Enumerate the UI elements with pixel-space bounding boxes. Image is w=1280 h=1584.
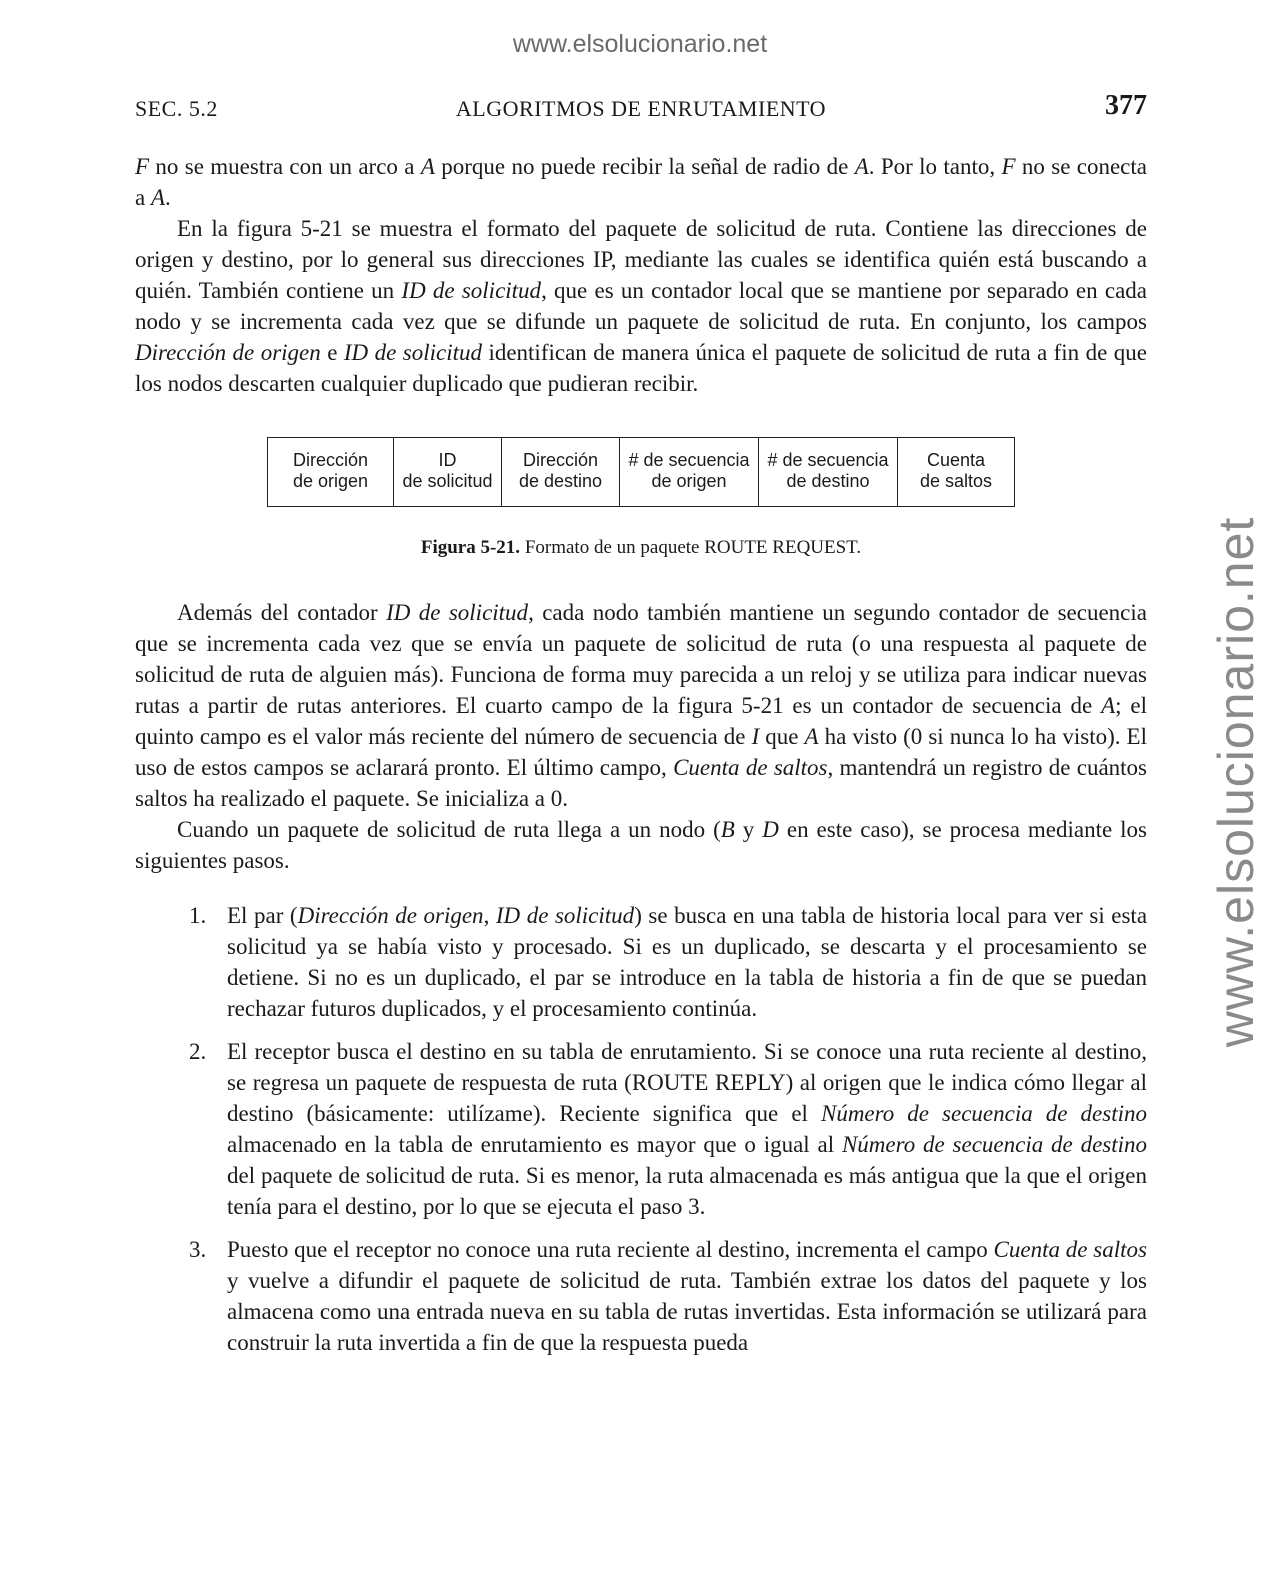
paragraph-2: En la figura 5-21 se muestra el formato del paquete de solicitud de ruta. Contiene las direcciones de origen y destino, por lo general sus direcciones IP, mediante las cuales se identifica quién está buscando a quién. También contiene un ID de solicitud, que es un contador local que se mantiene por separado en cada nodo y se incrementa cada vez que se difunde un paquete de solicitud de ruta. En conjunto, los campos Dirección de origen e ID de solicitud identifican de manera única el paquete de solicitud de ruta a fin de que los nodos descarten cualquier duplicado que pudieran recibir.: [135, 216, 1147, 396]
route-request-format-table: [267, 437, 1015, 507]
step-text: El receptor busca el destino en su tabla de enrutamiento. Si se conoce una ruta reciente al destino, se regresa un paquete de respuesta de ruta (ROUTE REPLY) al origen que le indica cómo llegar al destino (básicamente: utilízame). Reciente significa que el Número de secuencia de destino almacenado en la tabla de enrutamiento es mayor que o igual al Número de secuencia de destino del paquete de solicitud de ruta. Si es menor, la ruta almacenada es más antigua que la que el origen tenía para el destino, por lo que se ejecuta el paso 3.: [227, 1039, 1148, 1219]
field-cell: Cuenta de saltos: [898, 438, 1015, 507]
field-cell: Dirección de origen: [268, 438, 394, 507]
field-cell: # de secuencia de destino: [759, 438, 898, 507]
field-cell: Dirección de destino: [502, 438, 620, 507]
paragraph-3: Además del contador ID de solicitud, cada nodo también mantiene un segundo contador de secuencia que se incrementa cada vez que se envía un paquete de solicitud de ruta (o una respuesta al paquete de solicitud de ruta de alguien más). Funciona de forma muy parecida a un reloj y se utiliza para indicar nuevas rutas a partir de rutas anteriores. El cuarto campo de la figura 5-21 es un contador de secuencia de A; el quinto campo es el valor más reciente del número de secuencia de I que A ha visto (0 si nunca lo ha visto). El uso de estos campos se aclarará pronto. El último campo, Cuenta de saltos, mantendrá un registro de cuántos saltos ha realizado el paquete. Se inicializa a 0.: [135, 600, 1148, 811]
step-text: Puesto que el receptor no conoce una ruta reciente al destino, incrementa el campo Cuenta de saltos y vuelve a difundir el paquete de solicitud de ruta. También extrae los datos del paquete y los almacena como una entrada nueva en su tabla de rutas invertidas. Esta información se utilizará para construir la ruta invertida a fin de que la respuesta pueda: [227, 1237, 1147, 1355]
step-number: 1.: [189, 903, 207, 928]
step-number: 3.: [189, 1237, 207, 1262]
list-item: [135, 1036, 1147, 1222]
figure-5-21: [135, 437, 1147, 559]
page-body: [135, 151, 1147, 1370]
list-item: [135, 1234, 1147, 1358]
paragraph-4: Cuando un paquete de solicitud de ruta llega a un nodo (B y D en este caso), se procesa mediante los siguientes pasos.: [135, 817, 1147, 873]
step-number: 2.: [189, 1039, 207, 1064]
paragraph-1: F no se muestra con un arco a A porque no puede recibir la señal de radio de A. Por lo tanto, F no se conecta a A.: [135, 154, 1147, 210]
page-number: 377: [1105, 90, 1147, 121]
chapter-title: ALGORITMOS DE ENRUTAMIENTO: [455, 96, 827, 121]
field-cell: ID de solicitud: [394, 438, 502, 507]
figure-caption: Figura 5-21. Formato de un paquete ROUTE REQUEST.: [420, 537, 862, 558]
list-item: [135, 900, 1147, 1024]
running-head: [135, 90, 1147, 124]
watermark-top: www.elsolucionario.net: [512, 30, 768, 58]
step-text: El par (Dirección de origen, ID de solicitud) se busca en una tabla de historia local para ver si esta solicitud ya se había visto y procesado. Si es un duplicado, se descarta y el procesamiento se detiene. Si no es un duplicado, el par se introduce en la tabla de historia a fin de que se puedan rechazar futuros duplicados, y el procesamiento continúa.: [227, 903, 1148, 1021]
watermark-side: www.elsolucionario.net: [1208, 516, 1264, 1048]
processing-steps-list: [135, 900, 1147, 1358]
section-label: SEC. 5.2: [135, 96, 218, 121]
field-cell: # de secuencia de origen: [620, 438, 759, 507]
